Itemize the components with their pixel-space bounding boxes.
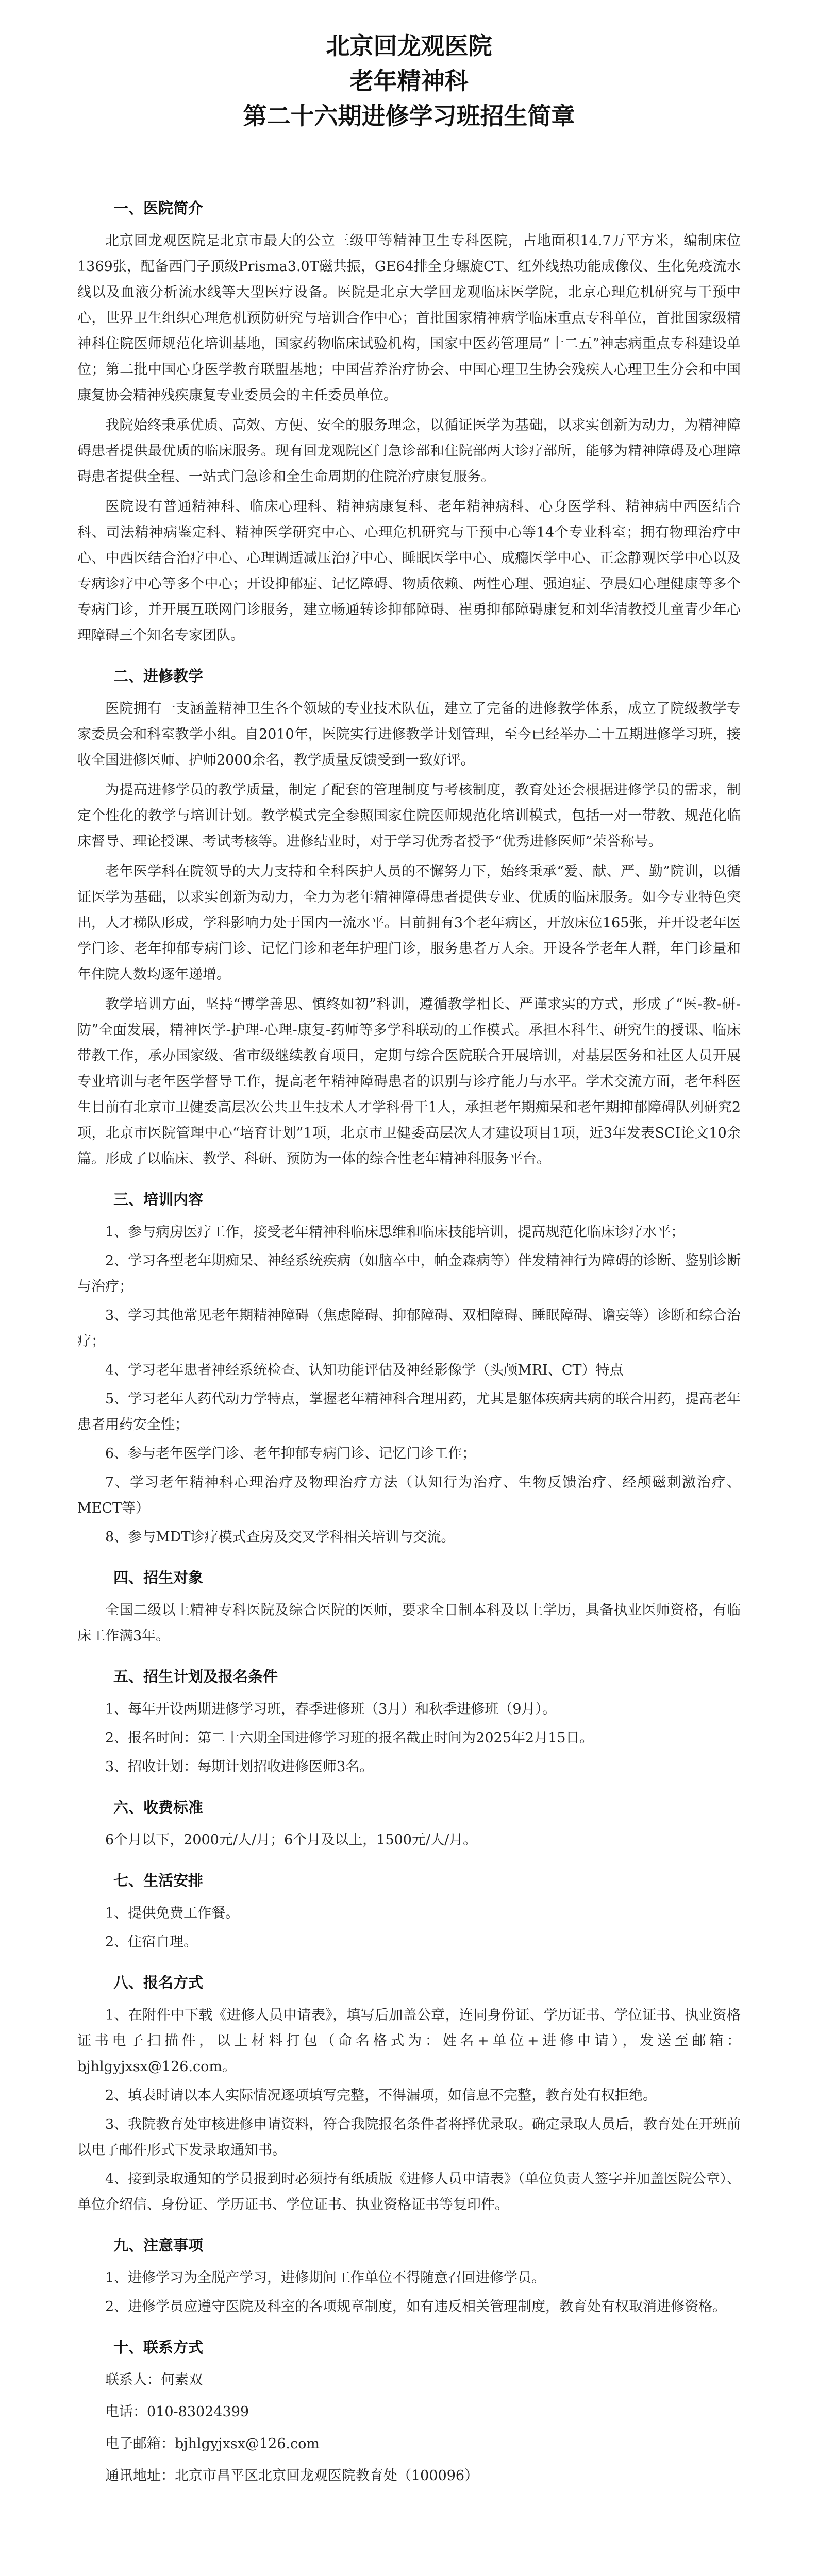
- paragraph: 老年医学科在院领导的大力支持和全科医护人员的不懈努力下，始终秉承“爱、献、严、勤”院训，以循证医学为基础，以求实创新为动力，全力为老年精神障碍患者提供专业、优质的临床服务。如今专业特色突出，人才梯队形成，学科影响力处于国内一流水平。目前拥有3个老年病区，开放床位165张，并开设老年医学门诊、老年抑郁专病门诊、记忆门诊和老年护理门诊，服务患者万人余。开设各学老年人群，年门诊量和年住院人数均逐年递增。: [77, 863, 741, 982]
- section-heading: 六、收费标准: [113, 1799, 204, 1816]
- paragraph: 全国二级以上精神专科医院及综合医院的医师，要求全日制本科及以上学历，具备执业医师资格，有临床工作满3年。: [77, 1602, 741, 1644]
- paragraph: 6个月以下，2000元/人/月；6个月及以上，1500元/人/月。: [105, 1832, 477, 1848]
- list-item: 2、住宿自理。: [105, 1934, 198, 1950]
- paragraph: 医院设有普通精神科、临床心理科、精神病康复科、老年精神病科、心身医学科、精神病中西医结合科、司法精神病鉴定科、精神医学研究中心、心理危机研究与干预中心等14个专业科室；拥有物理治疗中心、中西医结合治疗中心、心理调适减压治疗中心、睡眠医学中心、成瘾医学中心、正念静观医学中心以及专病诊疗中心等多个中心；开设抑郁症、记忆障碍、物质依赖、两性心理、强迫症、孕晨妇心理健康等多个专病门诊，并开展互联网门诊服务，建立畅通转诊抑郁障碍、崔勇抑郁障碍康复和刘华清教授儿童青少年心理障碍三个知名专家团队。: [77, 499, 741, 643]
- section-heading: 三、培训内容: [113, 1191, 204, 1208]
- section-teaching: [77, 663, 741, 1172]
- list-item: 1、每年开设两期进修学习班，春季进修班（3月）和秋季进修班（9月）。: [105, 1701, 557, 1717]
- section-heading: 九、注意事项: [113, 2236, 204, 2254]
- list-item: 1、提供免费工作餐。: [105, 1905, 240, 1921]
- section-intro: [77, 195, 741, 649]
- list-item: 1、进修学习为全脱产学习，进修期间工作单位不得随意召回进修学员。: [105, 2270, 546, 2286]
- list-item: 8、参与MDT诊疗模式查房及交叉学科相关培训与交流。: [105, 1529, 455, 1545]
- section-heading: 一、医院简介: [113, 199, 204, 217]
- list-item: 4、学习老年患者神经系统检查、认知功能评估及神经影像学（头颅MRI、CT）特点: [105, 1362, 624, 1378]
- paragraph: 我院始终秉承优质、高效、方便、安全的服务理念，以循证医学为基础，以求实创新为动力，为精神障碍患者提供最优质的临床服务。现有回龙观院区门急诊部和住院部两大诊疗部所，能够为精神障碍及心理障碍患者提供全程、一站式门急诊和全生命周期的住院治疗康复服务。: [77, 417, 741, 485]
- contact-person: 联系人：何素双: [105, 2372, 203, 2388]
- list-item: 2、进修学员应遵守医院及科室的各项规章制度，如有违反相关管理制度，教育处有权取消进修资格。: [105, 2299, 727, 2315]
- contact-email: 电子邮箱：bjhlgyjxsx@126.com: [105, 2436, 320, 2452]
- list-item: 2、报名时间：第二十六期全国进修学习班的报名截止时间为2025年2月15日。: [105, 1730, 594, 1746]
- section-target: [77, 1565, 741, 1649]
- section-content: [77, 1187, 741, 1550]
- list-item: 5、学习老年人药代动力学特点，掌握老年精神科合理用药，尤其是躯体疾病共病的联合用药，提高老年患者用药安全性；: [77, 1391, 741, 1433]
- section-heading: 五、招生计划及报名条件: [113, 1668, 278, 1685]
- contact-address: 通讯地址：北京市昌平区北京回龙观医院教育处（100096）: [105, 2468, 479, 2484]
- list-item: 2、学习各型老年期痴呆、神经系统疾病（如脑卒中，帕金森病等）伴发精神行为障碍的诊断、鉴别诊断与治疗；: [77, 1253, 741, 1295]
- section-heading: 十、联系方式: [113, 2338, 204, 2356]
- section-heading: 七、生活安排: [113, 1872, 204, 1889]
- section-apply: [77, 1970, 741, 2218]
- list-item: 3、学习其他常见老年期精神障碍（焦虑障碍、抑郁障碍、双相障碍、睡眠障碍、谵妄等）诊断和综合治疗；: [77, 1308, 741, 1349]
- list-item: 3、招收计划：每期计划招收进修医师3名。: [105, 1759, 374, 1775]
- list-item: 6、参与老年医学门诊、老年抑郁专病门诊、记忆门诊工作；: [105, 1446, 476, 1462]
- section-heading: 二、进修教学: [113, 667, 204, 685]
- document-title: [77, 28, 741, 133]
- section-heading: 八、报名方式: [113, 1974, 204, 1991]
- section-notes: [77, 2232, 741, 2320]
- list-item: 7、学习老年精神科心理治疗及物理治疗方法（认知行为治疗、生物反馈治疗、经颅磁刺激治疗、MECT等）: [77, 1475, 741, 1516]
- section-plan: [77, 1664, 741, 1780]
- list-item: 2、填表时请以本人实际情况逐项填写完整，不得漏项，如信息不完整，教育处有权拒绝。: [105, 2088, 657, 2104]
- list-item: 1、参与病房医疗工作，接受老年精神科临床思维和临床技能培训，提高规范化临床诊疗水平；: [105, 1224, 685, 1240]
- section-contact: [77, 2334, 741, 2489]
- paragraph: 为提高进修学员的教学质量，制定了配套的管理制度与考核制度，教育处还会根据进修学员的需求，制定个性化的教学与培训计划。教学模式完全参照国家住院医师规范化培训模式，包括一对一带教、规范化临床督导、理论授课、考试考核等。进修结业时，对于学习优秀者授予“优秀进修医师”荣誉称号。: [77, 782, 741, 850]
- title-hospital: 北京回龙观医院: [326, 32, 492, 60]
- contact-phone: 电话：010-83024399: [105, 2404, 249, 2420]
- list-item: 4、接到录取通知的学员报到时必须持有纸质版《进修人员申请表》（单位负责人签字并加盖医院公章）、单位介绍信、身份证、学历证书、学位证书、执业资格证书等复印件。: [77, 2171, 741, 2213]
- list-item: 3、我院教育处审核进修申请资料，符合我院报名条件者将择优录取。确定录取人员后，教育处在开班前以电子邮件形式下发录取通知书。: [77, 2116, 741, 2158]
- paragraph: 北京回龙观医院是北京市最大的公立三级甲等精神卫生专科医院，占地面积14.7万平方米，编制床位1369张，配备西门子顶级Prisma3.0T磁共振，GE64排全身螺旋CT、红外线热功能成像仪、生化免疫流水线以及血液分析流水线等大型医疗设备。医院是北京大学回龙观临床医学院，北京心理危机研究与干预中心，世界卫生组织心理危机预防研究与培训合作中心；首批国家精神病学临床重点专科单位，首批国家级精神科住院医师规范化培训基地，国家药物临床试验机构，国家中医药管理局“十二五”神志病重点专科建设单位；第二批中国心身医学教育联盟基地；中国营养治疗协会、中国心理卫生协会残疾人心理卫生分会和中国康复协会精神残疾康复专业委员会的主任委员单位。: [77, 233, 741, 403]
- section-living: [77, 1868, 741, 1955]
- section-heading: 四、招生对象: [113, 1569, 204, 1586]
- paragraph: 医院拥有一支涵盖精神卫生各个领域的专业技术队伍，建立了完备的进修教学体系，成立了院级教学专家委员会和科室教学小组。自2010年，医院实行进修教学计划管理，至今已经举办二十五期进修学习班，接收全国进修医师、护师2000余名，教学质量反馈受到一致好评。: [77, 701, 741, 768]
- title-program: 第二十六期进修学习班招生简章: [243, 102, 575, 130]
- list-item: 1、在附件中下载《进修人员申请表》，填写后加盖公章，连同身份证、学历证书、学位证书、执业资格证书电子扫描件，以上材料打包（命名格式为：姓名+单位+进修申请），发送至邮箱：bjhlgyjxsx@126.com。: [77, 2007, 741, 2075]
- title-department: 老年精神科: [349, 67, 469, 95]
- section-fees: [77, 1794, 741, 1853]
- paragraph: 教学培训方面，坚持“博学善思、慎终如初”科训，遵循教学相长、严谨求实的方式，形成了“医-教-研-防”全面发展，精神医学-护理-心理-康复-药师等多学科联动的工作模式。承担本科生、研究生的授课、临床带教工作，承办国家级、省市级继续教育项目，定期与综合医院联合开展培训，对基层医务和社区人员开展专业培训与老年医学督导工作，提高老年精神障碍患者的识别与诊疗能力与水平。学术交流方面，老年科医生目前有北京市卫健委高层次公共卫生技术人才学科骨干1人，承担老年期痴呆和老年期抑郁障碍队列研究2项，北京市医院管理中心“培育计划”1项，北京市卫健委高层次人才建设项目1项，近3年发表SCI论文10余篇。形成了以临床、教学、科研、预防为一体的综合性老年精神科服务平台。: [77, 996, 741, 1167]
